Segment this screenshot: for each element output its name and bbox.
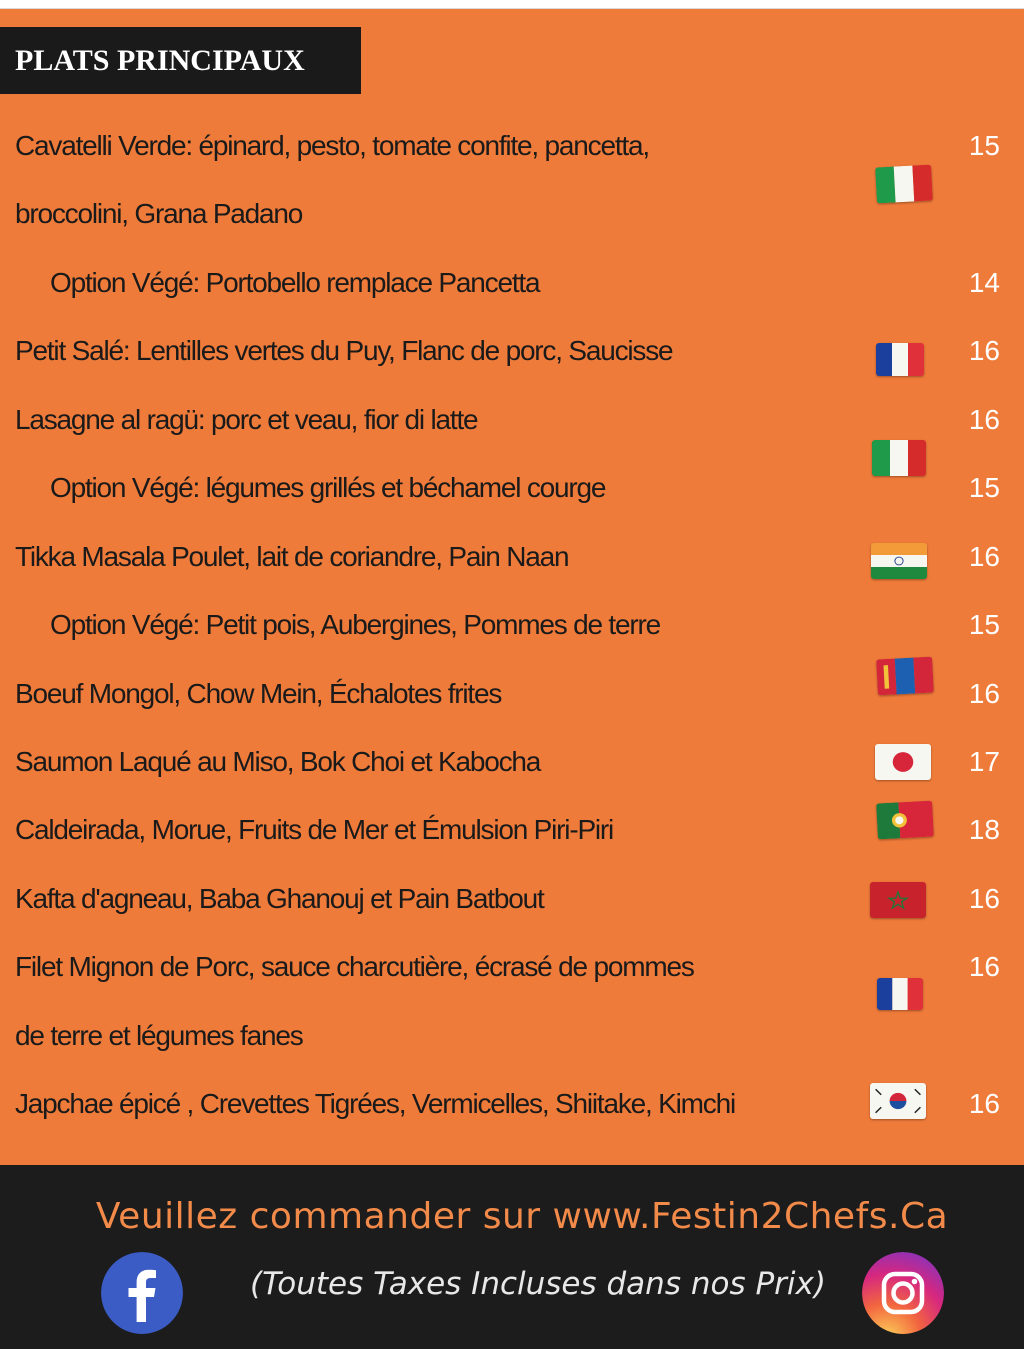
item-price: 17 [968, 746, 1000, 777]
france-flag-icon [876, 343, 924, 376]
item-name-line: de terre et légumes fanes [15, 1020, 303, 1051]
italy-flag-icon [875, 165, 933, 204]
item-price: 16 [968, 1088, 1000, 1119]
item-price: 16 [968, 335, 1000, 366]
facebook-icon[interactable] [101, 1252, 183, 1334]
instagram-icon[interactable] [862, 1252, 944, 1334]
option-name-line: Option Végé: Portobello remplace Pancetta [50, 267, 540, 298]
top-strip [0, 0, 1024, 9]
item-name-line: Japchae épicé , Crevettes Tigrées, Vermicelles, Shiitake, Kimchi [15, 1088, 735, 1119]
morocco-flag-icon [870, 882, 926, 918]
japan-flag-icon [875, 744, 931, 780]
india-flag-icon [871, 543, 927, 579]
item-price: 16 [968, 404, 1000, 435]
france-flag-icon [877, 978, 923, 1010]
italy-flag-icon [872, 440, 926, 476]
option-name-line: Option Végé: légumes grillés et béchamel courge [50, 472, 606, 503]
item-price: 16 [968, 678, 1000, 709]
item-name-line: Boeuf Mongol, Chow Mein, Échalotes frites [15, 678, 502, 709]
item-name-line: Cavatelli Verde: épinard, pesto, tomate confite, pancetta, [15, 130, 649, 161]
mongolia-flag-icon [876, 657, 934, 696]
item-price: 15 [968, 130, 1000, 161]
option-name-line: Option Végé: Petit pois, Aubergines, Pommes de terre [50, 609, 660, 640]
item-price: 14 [968, 267, 1000, 298]
item-name-line: Kafta d'agneau, Baba Ghanouj et Pain Batbout [15, 883, 544, 914]
item-name-line: Tikka Masala Poulet, lait de coriandre, Pain Naan [15, 541, 569, 572]
portugal-flag-icon [876, 801, 934, 840]
item-price: 15 [968, 472, 1000, 503]
section-title: PLATS PRINCIPAUX [0, 27, 361, 94]
item-price: 16 [968, 541, 1000, 572]
item-name-line: broccolini, Grana Padano [15, 198, 303, 229]
item-name-line: Petit Salé: Lentilles vertes du Puy, Flanc de porc, Saucisse [15, 335, 673, 366]
item-name-line: Lasagne al ragü: porc et veau, fior di latte [15, 404, 478, 435]
order-website-text[interactable]: Veuillez commander sur www.Festin2Chefs.Ca [95, 1196, 949, 1237]
item-price: 16 [968, 951, 1000, 982]
item-name-line: Filet Mignon de Porc, sauce charcutière, écrasé de pommes [15, 951, 694, 982]
item-price: 16 [968, 883, 1000, 914]
south-korea-flag-icon [870, 1083, 926, 1119]
menu-panel [0, 9, 1024, 1165]
item-price: 18 [968, 814, 1000, 845]
item-name-line: Caldeirada, Morue, Fruits de Mer et Émulsion Piri-Piri [15, 814, 614, 845]
item-price: 15 [968, 609, 1000, 640]
item-name-line: Saumon Laqué au Miso, Bok Choi et Kabocha [15, 746, 541, 777]
tax-notice: (Toutes Taxes Incluses dans nos Prix) [250, 1266, 826, 1302]
